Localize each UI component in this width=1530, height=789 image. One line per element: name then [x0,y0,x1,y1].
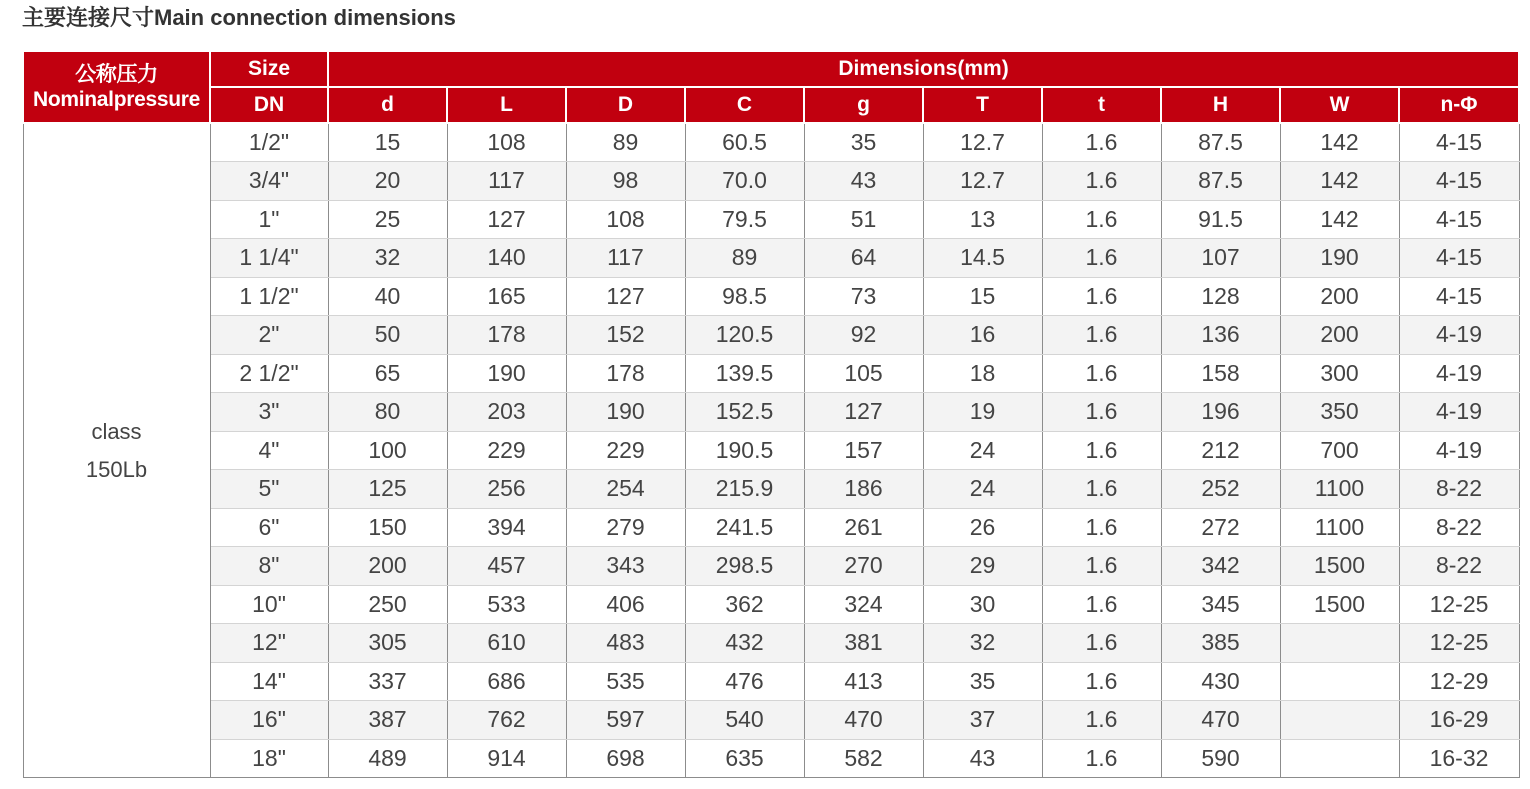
pressure-class-cell [23,123,210,778]
dimension-cell: 60.5 [685,123,804,162]
header-row-2 [23,87,1519,123]
dimension-cell: 152.5 [685,393,804,432]
dimension-cell: 1500 [1280,585,1399,624]
dimension-cell: 1.6 [1042,585,1161,624]
dimension-cell: 98.5 [685,277,804,316]
table-body [23,123,1519,778]
table-row [23,239,1519,278]
dimension-cell: 142 [1280,200,1399,239]
dimension-cell: 635 [685,739,804,778]
dimension-cell: 582 [804,739,923,778]
size-cell: 6" [210,508,328,547]
dimension-cell: 1.6 [1042,739,1161,778]
dimension-cell: 700 [1280,431,1399,470]
dimension-cell: 79.5 [685,200,804,239]
dimension-cell: 19 [923,393,1042,432]
dimension-cell: 1.6 [1042,354,1161,393]
dimension-cell: 89 [685,239,804,278]
dimension-cell: 186 [804,470,923,509]
dimension-cell: 25 [328,200,447,239]
dimension-cell: 406 [566,585,685,624]
dimension-cell: 300 [1280,354,1399,393]
dimension-cell: 200 [1280,277,1399,316]
dimension-cell: 4-15 [1399,200,1519,239]
dimension-cell: 470 [1161,701,1280,740]
dimension-cell: 279 [566,508,685,547]
dimension-cell: 1.6 [1042,547,1161,586]
table-row [23,547,1519,586]
dimension-cell: 4-15 [1399,162,1519,201]
dimension-cell: 100 [328,431,447,470]
dimension-cell: 12-25 [1399,624,1519,663]
header-row-1 [23,51,1519,87]
dimension-cell: 190 [1280,239,1399,278]
dimension-cell: 4-15 [1399,277,1519,316]
dimension-cell: 16 [923,316,1042,355]
dimension-cell: 470 [804,701,923,740]
dimension-cell: 152 [566,316,685,355]
dimension-cell: 8-22 [1399,470,1519,509]
dimension-cell: 381 [804,624,923,663]
header-col-g: g [804,87,923,123]
dimension-cell: 73 [804,277,923,316]
dimension-cell: 343 [566,547,685,586]
dimension-cell: 254 [566,470,685,509]
dimension-cell: 16-32 [1399,739,1519,778]
pressure-class-line: class [91,418,142,444]
pressure-class-line: 150Lb [85,456,148,482]
dimension-cell: 24 [923,470,1042,509]
dimension-cell: 1.6 [1042,393,1161,432]
header-col-H: H [1161,87,1280,123]
dimension-cell: 80 [328,393,447,432]
dimension-cell: 1100 [1280,508,1399,547]
size-cell: 3" [210,393,328,432]
dimension-cell: 8-22 [1399,547,1519,586]
dimension-cell: 35 [804,123,923,162]
dimension-cell: 128 [1161,277,1280,316]
header-nominal-pressure-en: Nominalpressure [32,88,201,111]
dimension-cell: 87.5 [1161,162,1280,201]
dimension-cell: 50 [328,316,447,355]
dimension-cell: 29 [923,547,1042,586]
dimension-cell: 18 [923,354,1042,393]
table-row [23,431,1519,470]
dimension-cell: 457 [447,547,566,586]
dimension-cell: 157 [804,431,923,470]
dimension-cell: 142 [1280,162,1399,201]
dimension-cell: 40 [328,277,447,316]
dimension-cell: 270 [804,547,923,586]
dimension-cell: 91.5 [1161,200,1280,239]
dimension-cell: 272 [1161,508,1280,547]
header-dimensions: Dimensions(mm) [328,51,1519,87]
header-nominal-pressure-cn: 公称压力 [75,63,158,86]
dimension-cell: 190 [447,354,566,393]
dimension-cell: 1.6 [1042,123,1161,162]
dimension-cell: 190 [566,393,685,432]
dimension-cell: 1.6 [1042,624,1161,663]
header-size: Size [210,51,328,87]
dimension-cell: 476 [685,662,804,701]
dimension-cell: 16-29 [1399,701,1519,740]
size-cell: 3/4" [210,162,328,201]
dimension-cell: 1.6 [1042,239,1161,278]
header-col-W: W [1280,87,1399,123]
dimension-cell: 203 [447,393,566,432]
size-cell: 1" [210,200,328,239]
header-col-t: t [1042,87,1161,123]
dimension-cell: 26 [923,508,1042,547]
dimension-cell: 597 [566,701,685,740]
dimension-cell: 32 [923,624,1042,663]
dimension-cell: 140 [447,239,566,278]
table-row [23,585,1519,624]
dimension-cell: 241.5 [685,508,804,547]
dimension-cell: 87.5 [1161,123,1280,162]
size-cell: 2" [210,316,328,355]
dimension-cell: 127 [804,393,923,432]
dimension-cell: 350 [1280,393,1399,432]
dimension-cell: 610 [447,624,566,663]
dimension-cell: 30 [923,585,1042,624]
dimension-cell: 15 [923,277,1042,316]
dimension-cell: 261 [804,508,923,547]
dimension-cell: 51 [804,200,923,239]
dimensions-table [22,50,1520,778]
dimension-cell: 533 [447,585,566,624]
dimension-cell: 108 [566,200,685,239]
dimension-cell: 4-15 [1399,123,1519,162]
dimension-cell: 165 [447,277,566,316]
dimension-cell: 337 [328,662,447,701]
dimension-cell: 127 [447,200,566,239]
dimension-cell: 13 [923,200,1042,239]
dimension-cell: 89 [566,123,685,162]
dimension-cell: 1.6 [1042,431,1161,470]
table-row [23,354,1519,393]
dimension-cell: 12-29 [1399,662,1519,701]
dimension-cell: 535 [566,662,685,701]
size-cell: 14" [210,662,328,701]
dimension-cell [1280,701,1399,740]
size-cell: 1 1/2" [210,277,328,316]
dimension-cell: 178 [447,316,566,355]
dimension-cell [1280,624,1399,663]
dimension-cell: 12.7 [923,123,1042,162]
dimension-cell: 762 [447,701,566,740]
header-col-d: d [328,87,447,123]
dimension-cell: 229 [447,431,566,470]
dimension-cell: 1.6 [1042,662,1161,701]
dimension-cell: 413 [804,662,923,701]
dimension-cell: 394 [447,508,566,547]
header-col-T: T [923,87,1042,123]
dimension-cell: 12.7 [923,162,1042,201]
table-row [23,662,1519,701]
dimension-cell: 105 [804,354,923,393]
dimension-cell: 4-15 [1399,239,1519,278]
dimension-cell: 1.6 [1042,277,1161,316]
size-cell: 5" [210,470,328,509]
dimension-cell: 92 [804,316,923,355]
dimension-cell: 117 [566,239,685,278]
table-header [23,51,1519,123]
dimension-cell: 540 [685,701,804,740]
dimension-cell: 37 [923,701,1042,740]
dimension-cell: 108 [447,123,566,162]
dimension-cell: 136 [1161,316,1280,355]
dimension-cell: 432 [685,624,804,663]
size-cell: 2 1/2" [210,354,328,393]
dimension-cell: 32 [328,239,447,278]
size-cell: 1/2" [210,123,328,162]
dimension-cell: 43 [923,739,1042,778]
dimension-cell: 24 [923,431,1042,470]
dimension-cell: 98 [566,162,685,201]
dimension-cell: 362 [685,585,804,624]
header-col-n-phi: n-Φ [1399,87,1519,123]
dimension-cell: 4-19 [1399,316,1519,355]
dimension-cell: 256 [447,470,566,509]
dimension-cell: 252 [1161,470,1280,509]
dimension-cell: 387 [328,701,447,740]
dimension-cell: 150 [328,508,447,547]
dimension-cell: 4-19 [1399,431,1519,470]
dimension-cell: 698 [566,739,685,778]
dimension-cell: 1.6 [1042,316,1161,355]
dimension-cell: 489 [328,739,447,778]
dimension-cell: 70.0 [685,162,804,201]
header-nominal-pressure [23,51,210,123]
dimension-cell: 142 [1280,123,1399,162]
table-row [23,701,1519,740]
dimension-cell: 200 [1280,316,1399,355]
dimension-cell: 1100 [1280,470,1399,509]
size-cell: 4" [210,431,328,470]
dimension-cell [1280,662,1399,701]
dimension-cell: 212 [1161,431,1280,470]
dimension-cell: 8-22 [1399,508,1519,547]
header-col-L: L [447,87,566,123]
dimension-cell: 215.9 [685,470,804,509]
dimension-cell: 1.6 [1042,162,1161,201]
dimension-cell: 250 [328,585,447,624]
dimension-cell: 120.5 [685,316,804,355]
dimension-cell: 65 [328,354,447,393]
dimension-cell: 305 [328,624,447,663]
size-cell: 16" [210,701,328,740]
dimension-cell: 35 [923,662,1042,701]
dimension-cell: 342 [1161,547,1280,586]
dimension-cell: 914 [447,739,566,778]
dimension-cell: 117 [447,162,566,201]
dimension-cell: 196 [1161,393,1280,432]
dimension-cell: 590 [1161,739,1280,778]
dimension-cell: 345 [1161,585,1280,624]
dimension-cell: 385 [1161,624,1280,663]
header-dn: DN [210,87,328,123]
table-row [23,739,1519,778]
size-cell: 18" [210,739,328,778]
table-row [23,316,1519,355]
dimension-cell: 1.6 [1042,470,1161,509]
table-row [23,393,1519,432]
dimension-cell: 20 [328,162,447,201]
dimension-cell: 1.6 [1042,508,1161,547]
dimension-cell: 139.5 [685,354,804,393]
dimension-cell: 686 [447,662,566,701]
page-title: 主要连接尺寸Main connection dimensions [22,5,456,30]
header-col-C: C [685,87,804,123]
dimension-cell: 324 [804,585,923,624]
dimension-cell: 200 [328,547,447,586]
table-row [23,277,1519,316]
dimension-cell: 430 [1161,662,1280,701]
size-cell: 8" [210,547,328,586]
dimension-cell: 4-19 [1399,354,1519,393]
dimension-cell: 127 [566,277,685,316]
table-row [23,162,1519,201]
table-row [23,123,1519,162]
dimension-cell: 1.6 [1042,701,1161,740]
dimension-cell: 298.5 [685,547,804,586]
dimension-cell: 43 [804,162,923,201]
dimension-cell: 125 [328,470,447,509]
dimension-cell: 15 [328,123,447,162]
dimension-cell: 178 [566,354,685,393]
dimension-cell: 107 [1161,239,1280,278]
dimension-cell: 229 [566,431,685,470]
dimension-cell: 4-19 [1399,393,1519,432]
dimension-cell: 1500 [1280,547,1399,586]
header-col-D: D [566,87,685,123]
table-row [23,508,1519,547]
size-cell: 10" [210,585,328,624]
size-cell: 1 1/4" [210,239,328,278]
dimension-cell [1280,739,1399,778]
dimension-cell: 64 [804,239,923,278]
dimension-cell: 1.6 [1042,200,1161,239]
dimension-cell: 12-25 [1399,585,1519,624]
size-cell: 12" [210,624,328,663]
dimension-cell: 14.5 [923,239,1042,278]
table-row [23,470,1519,509]
dimension-cell: 158 [1161,354,1280,393]
table-row [23,624,1519,663]
dimension-cell: 190.5 [685,431,804,470]
dimension-cell: 483 [566,624,685,663]
table-row [23,200,1519,239]
